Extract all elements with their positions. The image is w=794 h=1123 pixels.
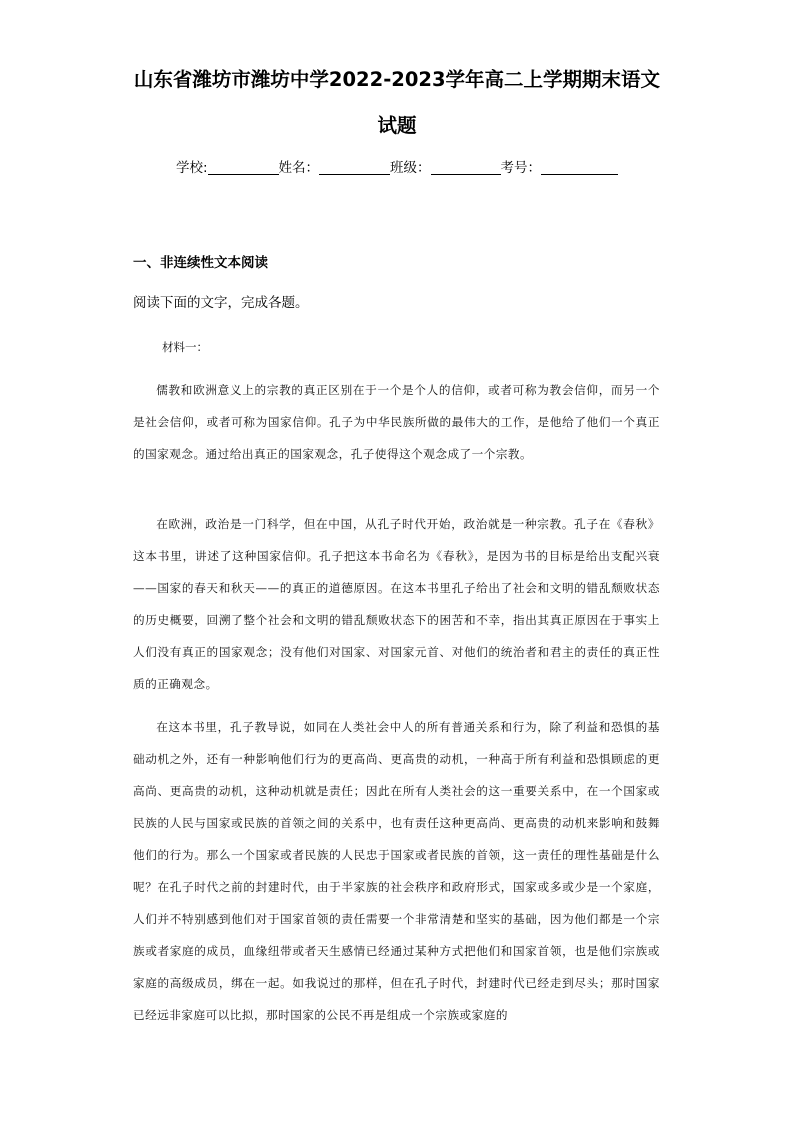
exam-title-line2: 试题 bbox=[377, 114, 417, 137]
number-label: 考号： bbox=[500, 160, 542, 176]
material-label: 材料一： bbox=[162, 340, 208, 354]
name-blank[interactable] bbox=[319, 159, 390, 175]
reading-instruction: 阅读下面的文字，完成各题。 bbox=[133, 295, 309, 311]
exam-title-line1: 山东省潍坊市潍坊中学2022-2023学年高二上学期期末语文 bbox=[133, 68, 661, 91]
class-label: 班级： bbox=[390, 160, 431, 176]
section-heading: 一、非连续性文本阅读 bbox=[133, 255, 268, 271]
student-info-row bbox=[0, 158, 794, 178]
paragraph-2: 在欧洲，政治是一门科学，但在中国，从孔子时代开始，政治就是一种宗教。孔子在《春秋》这本书里，讲述了这种国家信仰。孔子把这本书命名为《春秋》，是因为书的目标是给出支配兴衰——国家的春天和秋天——的真正的道德原因。在这本书里孔子给出了社会和文明的错乱颓败状态的历史概要，回溯了整个社会和文明的错乱颓败状态下的困苦和不幸，指出其真正原因在于事实上人们没有真正的国家观念；没有他们对国家、对国家元首、对他们的统治者和君主的责任的真正性质的正确观念。 bbox=[133, 517, 660, 691]
name-label: 姓名： bbox=[278, 160, 320, 176]
class-blank[interactable] bbox=[431, 159, 501, 175]
paragraph-1: 儒教和欧洲意义上的宗教的真正区别在于一个是个人的信仰，或者可称为教会信仰，而另一个是社会信仰，或者可称为国家信仰。孔子为中华民族所做的最伟大的工作，是他给了他们一个真正的国家观念。通过给出真正的国家观念，孔子使得这个观念成了一个宗教。 bbox=[133, 383, 660, 461]
number-blank[interactable] bbox=[541, 159, 618, 175]
school-blank[interactable] bbox=[208, 159, 279, 175]
paragraph-3: 在这本书里，孔子教导说，如同在人类社会中人的所有普通关系和行为，除了利益和恐惧的基础动机之外，还有一种影响他们行为的更高尚、更高贵的动机，一种高于所有利益和恐惧顾虑的更高尚、更高贵的动机，这种动机就是责任；因此在所有人类社会的这一重要关系中，在一个国家或民族的人民与国家或民族的首领之间的关系中，也有责任这种更高尚、更高贵的动机来影响和鼓舞他们的行为。那么一个国家或者民族的人民忠于国家或者民族的首领，这一责任的理性基础是什么呢？在孔子时代之前的封建时代，由于半家族的社会秩序和政府形式，国家或多或少是一个家庭，人们并不特别感到他们对于国家首领的责任需要一个非常清楚和坚实的基础，因为他们都是一个宗族或者家庭的成员，血缘纽带或者天生感情已经通过某种方式把他们和国家首领，也是他们宗族或家庭的高级成员，绑在一起。如我说过的那样，但在孔子时代，封建时代已经走到尽头；那时国家已经远非家庭可以比拟，那时国家的公民不再是组成一个宗族或家庭的 bbox=[133, 720, 660, 1022]
school-label: 学校: bbox=[175, 160, 208, 176]
